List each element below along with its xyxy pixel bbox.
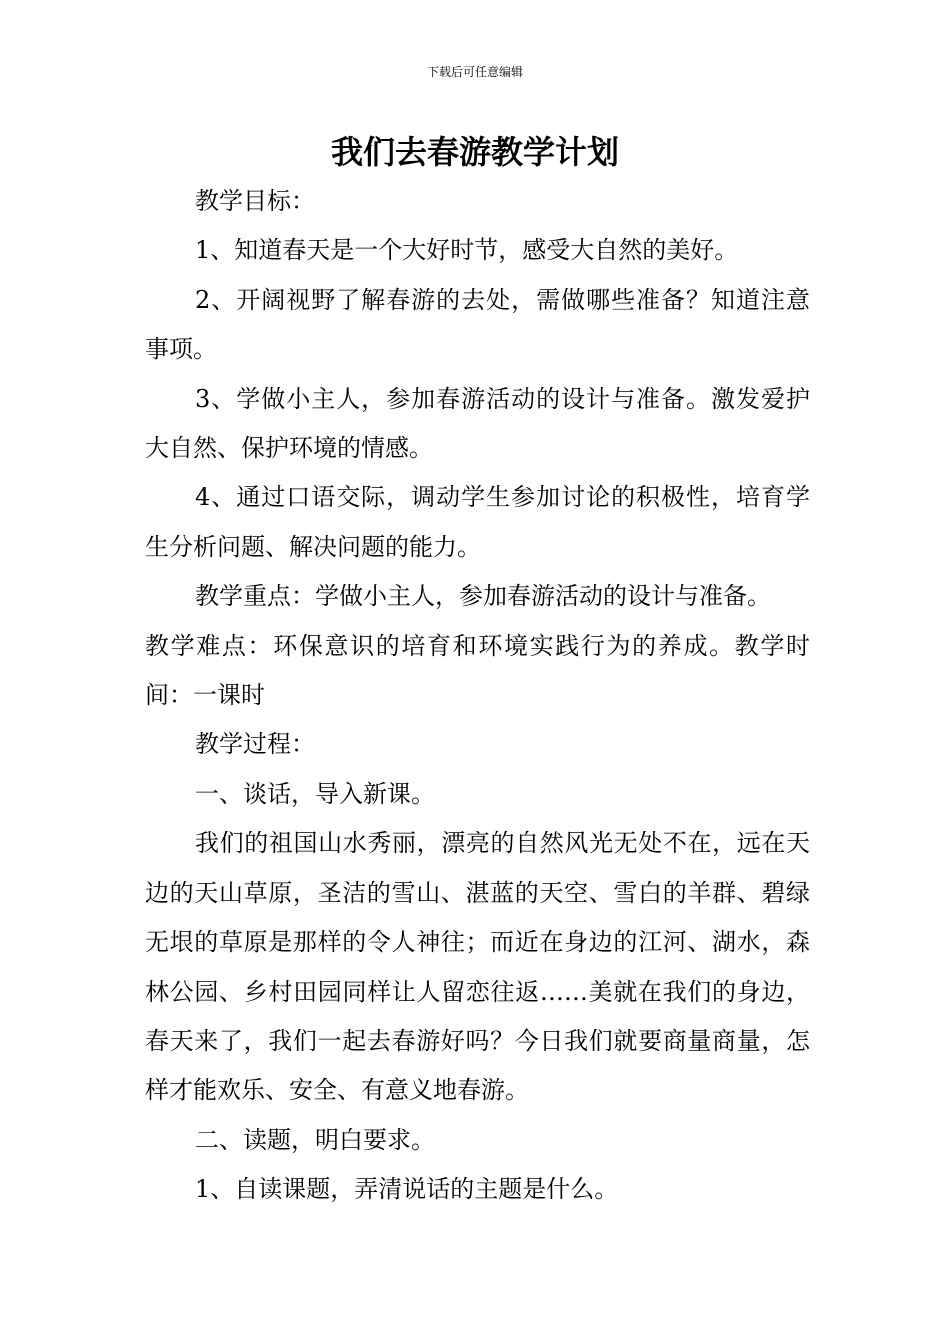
objective-item: 4、通过口语交际，调动学生参加讨论的积极性，培育学生分析问题、解决问题的能力。 — [145, 483, 810, 561]
section-heading-objectives: 教学目标： — [195, 187, 315, 215]
objective-item: 1、知道春天是一个大好时节，感受大自然的美好。 — [195, 236, 739, 265]
document-title: 我们去春游教学计划 — [330, 133, 619, 171]
header-note: 下载后可任意编辑 — [426, 65, 523, 79]
step-heading: 二、读题，明白要求。 — [195, 1125, 435, 1154]
difficulty-and-time-paragraph: 教学难点：环保意识的培育和环境实践行为的养成。教学时间：一课时 — [145, 631, 810, 710]
document-body — [145, 177, 810, 1215]
step-item: 1、自读课题，弄清说话的主题是什么。 — [195, 1175, 619, 1204]
objective-item: 2、开阔视野了解春游的去处，需做哪些准备？知道注意事项。 — [145, 285, 810, 364]
intro-paragraph: 我们的祖国山水秀丽，漂亮的自然风光无处不在，远在天边的天山草原，圣洁的雪山、湛蓝的天空、雪白的羊群、碧绿无垠的草原是那样的令人神往；而近在身边的江河、湖水，森林公园、乡村田园同样让人留恋往返……美就在我们的身边，春天来了，我们一起去春游好吗？今日我们就要商量商量，怎样才能欢乐、安全、有意义地春游。 — [145, 829, 810, 1105]
section-heading-process: 教学过程： — [195, 730, 315, 759]
objective-item: 3、学做小主人，参加春游活动的设计与准备。激发爱护大自然、保护环境的情感。 — [145, 384, 810, 463]
key-points-paragraph: 教学重点：学做小主人，参加春游活动的设计与准备。 — [195, 582, 771, 611]
step-heading: 一、谈话，导入新课。 — [195, 779, 435, 808]
